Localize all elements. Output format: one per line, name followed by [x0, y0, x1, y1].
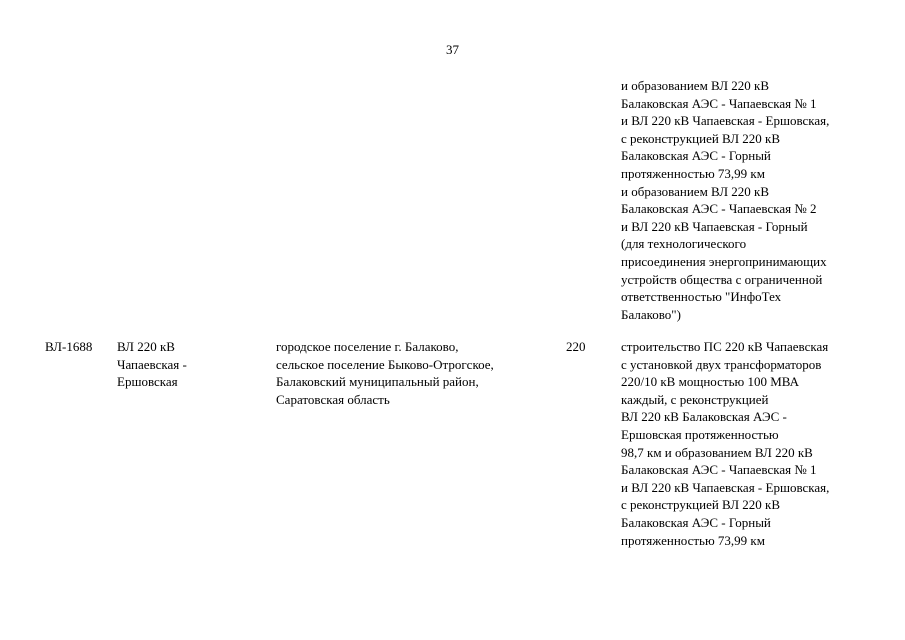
object-location: городское поселение г. Балаково, сельское поселение Быково-Отрогское, Балаковский муниципальный район, Саратовская область: [276, 339, 494, 407]
object-name: ВЛ 220 кВ Чапаевская - Ершовская: [117, 339, 187, 390]
object-description: строительство ПС 220 кВ Чапаевская с установкой двух трансформаторов 220/10 кВ мощностью 100 МВА каждый, с реконструкцией ВЛ 220 кВ Балаковская АЭС - Ершовская протяженностью 98,7 км и образованием ВЛ 220 кВ Балаковская АЭС - Чапаевская № 1 и ВЛ 220 кВ Чапаевская - Ершовская, с реконструкцией ВЛ 220 кВ Балаковская АЭС - Горный протяженностью 73,99 км: [621, 339, 830, 548]
page-number: 37: [446, 42, 459, 57]
object-voltage: 220: [566, 339, 586, 354]
continued-description: и образованием ВЛ 220 кВ Балаковская АЭС - Чапаевская № 1 и ВЛ 220 кВ Чапаевская - Ершовская, с реконструкцией ВЛ 220 кВ Балаковская АЭС - Горный протяженностью 73,99 км и образованием ВЛ 220 кВ Балаковская АЭС - Чапаевская № 2 и ВЛ 220 кВ Чапаевская - Горный (для технологического присоединения энергопринимающих устройств общества с ограниченной ответственностью "ИнфоТех Балаково"): [621, 78, 830, 322]
object-code: ВЛ-1688: [45, 339, 93, 354]
